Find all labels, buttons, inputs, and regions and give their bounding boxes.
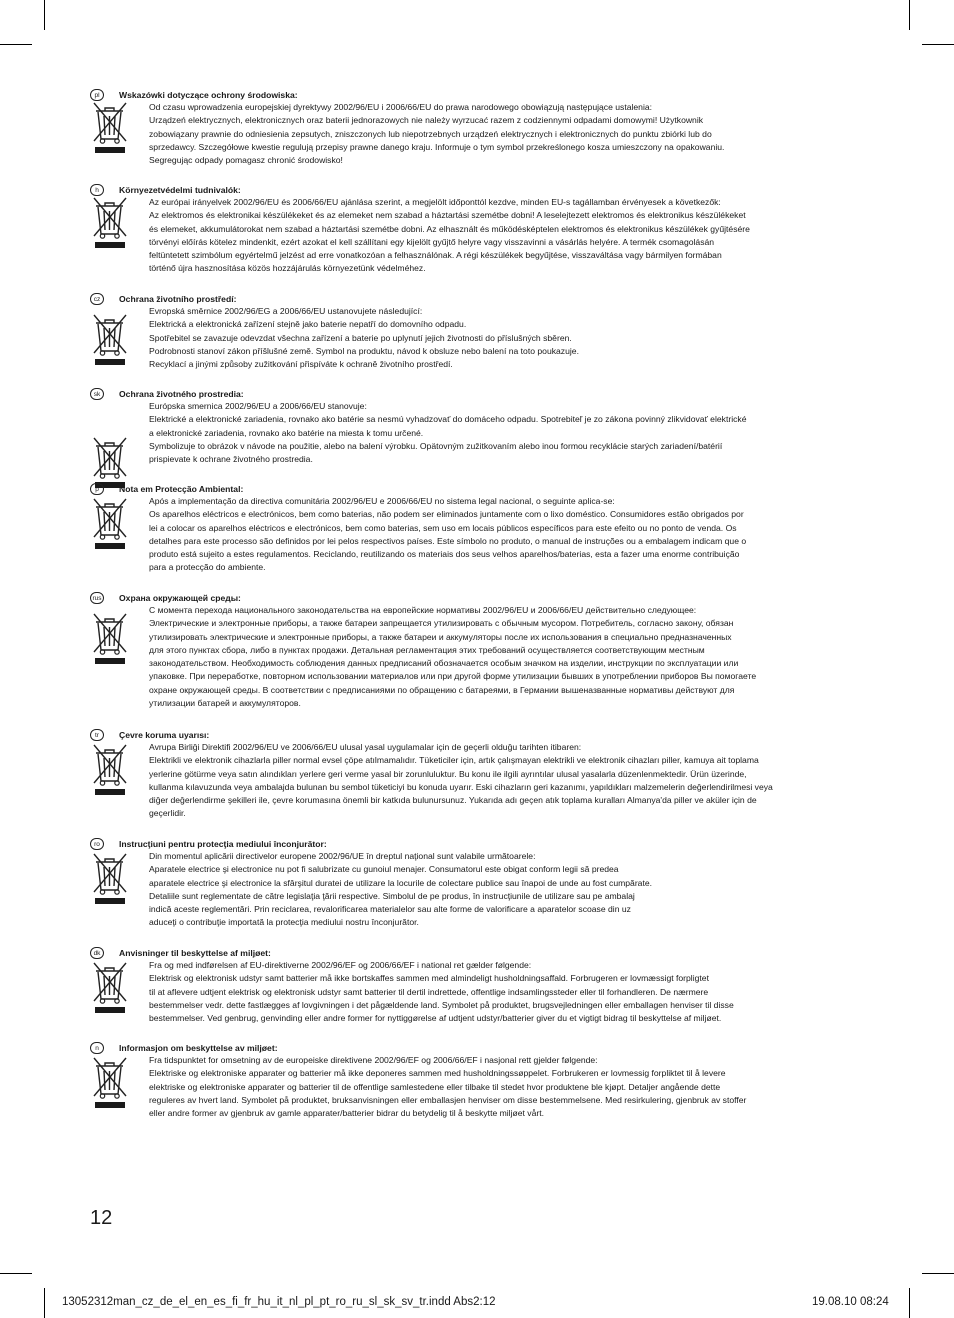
body-line: aparatele electrice şi electronice la sfârşitul duratei de utilizare la locurile de colectare publice sau înapoi de unde au fost cumpărate. — [149, 877, 653, 888]
section-body — [149, 850, 864, 930]
body-line: eller andre former av gjenbruk av gamle apparater/batterier bidrar du betydelig til å beskytte miljøet vårt. — [149, 1108, 545, 1119]
language-code-badge: rus — [90, 592, 104, 604]
body-line: Az európai irányelvek 2002/96/EU és 2006/66/EU ajánlása szerint, a megjelölt időponttól kezdve, minden EU-s tagállamban érvényesek a következők: — [149, 197, 721, 207]
page-number: 12 — [90, 1207, 113, 1229]
section-body — [149, 196, 864, 276]
section-body — [149, 741, 864, 821]
body-line: охране окружающей среды. В соответствии с предписаниями по обращению с батареями, в Германии вышеназванные нормативы действуют для — [149, 684, 735, 695]
body-line: Avrupa Birliği Direktifi 2002/96/EU ve 2006/66/EU ulusal yasal uygulamalar için de geçerli olduğu tarihten itibaren: — [149, 742, 582, 752]
body-line: prispievate k ochrane životného prostredia. — [149, 454, 313, 465]
crossed-out-wheelie-bin-icon — [92, 436, 128, 488]
body-line: indică aceste reglementări. Prin reciclarea, revalorificarea materialelor sau alte forme de valorificare a aparatelor scoase din uz — [149, 904, 631, 915]
body-line: Elektriske og elektroniske apparater og batterier må ikke deponeres sammen med husholdningssøppelet. Forbrukeren er lovmessig forpliktet til å levere — [149, 1068, 726, 1079]
body-line: törvényi előírás kötelez mindenkit, ezért azokat el kell szállítani egy kijelölt gyűjtő helyre vagy visszavinni a vásárlás helyére. A termék csomagolásán — [149, 236, 715, 247]
body-line: történő újra hasznosítása közös hozzájárulás környezetünk védelméhez. — [149, 263, 426, 274]
body-line: aduceţi o contribuţie importată la protecţia mediului nostru înconjurător. — [149, 917, 419, 928]
body-line: Os aparelhos eléctricos e electrónicos, bem como baterias, não podem ser eliminados juntamente com o lixo doméstico. Consumidores estão obrigados por — [149, 509, 744, 520]
body-line: til at aflevere udtjent elektrisk og elektronisk udstyr samt batterier til dertil indrettede, offentlige indsamlingssteder eller til forhandleren. De nærmere — [149, 986, 709, 997]
crossed-out-wheelie-bin-icon — [92, 612, 128, 664]
body-line: утилизировать электрические и электронные приборы, а также батареи и аккумуляторы после их использования в специально предназначенных — [149, 631, 732, 642]
body-line: для этого пунктах сбора, либо в пунктах продажи. Детальная регламентация этих требований осуществляется соответствующим местным — [149, 644, 705, 655]
body-line: reguleres av hvert land. Symbolet på produktet, bruksanvisningen eller emballasjen henviser om disse bestemmelsene. Med resirkulering, gjenbruk av stoffer — [149, 1094, 747, 1105]
crossed-out-wheelie-bin-icon — [92, 852, 128, 904]
body-line: lei a colocar os aparelhos eléctricos e electrónicos, bem como baterias, sem uso em locais públicos específicos para este efeito ou no ponto de venda. Os — [149, 522, 737, 533]
body-line: sprzedawcy. Szczegółowe kwestie regulują przepisy prawne danego kraju. Informuje o tym symbol przekreślonego kosza umieszczony na opakowaniu. — [149, 141, 725, 152]
body-line: Após a implementação da directiva comunitária 2002/96/EU e 2006/66/EU no sistema legal nacional, o seguinte aplica-se: — [149, 496, 615, 506]
body-line: kullanma kılavuzunda veya ambalajda bulunan bu sembol tüketiciyi bu konuda uyarır. Eski cihazların geri kazanımı, yapıldıkları malzemelerin değerlendirilmesi veya — [149, 781, 773, 792]
body-line: feltüntetett szimbólum egyértelmű jelzést ad erre vonatkozóan a felhasználónak. A régi készülékek begyűjtése, visszaváltása vagy bármilyen formában — [149, 250, 722, 261]
section-title: Informasjon om beskyttelse av miljøet: — [119, 1043, 278, 1053]
section-title: Wskazówki dotyczące ochrony środowiska: — [119, 90, 298, 100]
language-code-badge: h — [90, 184, 104, 196]
body-line: Podrobnosti stanoví zákon příšlušné země. Symbol na produktu, návod k obsluze nebo balení na toto poukazuje. — [149, 345, 579, 356]
crop-mark-top-right-vertical — [909, 0, 910, 30]
crossed-out-wheelie-bin-icon — [92, 961, 128, 1013]
language-code-badge: sk — [90, 388, 104, 400]
body-line: Az elektromos és elektronikai készülékeket és az elemeket nem szabad a háztartási szemétbe dobni! A leselejtezett elektromos és elektronikus készülékeket — [149, 210, 746, 221]
language-code-badge: ro — [90, 838, 104, 850]
section-body — [149, 604, 864, 710]
body-line: Din momentul aplicării directivelor europene 2002/96/UE în dreptul naţional sunt valabile următoarele: — [149, 851, 536, 861]
section-title: Nota em Protecção Ambiental: — [119, 484, 244, 494]
language-code-badge: cz — [90, 293, 104, 305]
body-line: С момента перехода национального законодательства на европейские нормативы 2002/96/EU и 2006/66/EU действительно следующее: — [149, 605, 697, 615]
body-line: a elektronické zariadenia, rovnako ako batérie na miesta k tomu určené. — [149, 427, 424, 438]
footer-datetime: 19.08.10 08:24 — [812, 1296, 889, 1308]
body-line: Evropská směrnice 2002/96/EG a 2006/66/EU ustanovujete následující: — [149, 306, 423, 316]
body-line: zobowiązany prawnie do odniesienia zepsutych, zniszczonych lub niepotrzebnych urządzeń elektrycznych i elektronicznych do punktu zbiórki lub do — [149, 128, 712, 139]
body-line: diğer değerlendirme şekilleri ile, çevre korumasına önemli bir katkıda bulunursunuz. Yukarıda adı geçen atık toplama kuralları Almanya'da piller ve aküler için de — [149, 795, 757, 806]
crossed-out-wheelie-bin-icon — [92, 743, 128, 795]
section-body — [149, 495, 864, 575]
crop-mark-top-left-vertical — [44, 0, 45, 30]
body-line: geçerlidir. — [149, 808, 186, 819]
body-line: elektriske og elektroniske apparater og batterier til de offentlige samlestedene eller tilbake til stedet hvor produktene ble kjøpt. Detaljer angående dette — [149, 1081, 721, 1092]
body-line: Recyklací a jinými způsoby zužitkování přispíváte k ochraně životního prostředí. — [149, 359, 453, 370]
body-line: Электрические и электронные приборы, а также батареи запрещается утилизировать с обычным мусором. Потребитель, согласно закону, обязан — [149, 618, 734, 629]
body-line: Aparatele electrice şi electronice nu pot fi salubrizate cu gunoiul menajer. Consumatorul este obigat conform legii să predea — [149, 864, 619, 875]
body-line: para a protecção do ambiente. — [149, 562, 266, 573]
body-line: detalhes para este processo são definidos por lei pelos respectivos países. Este símbolo no produto, o manual de instruções ou a embalagem indicam que o — [149, 535, 747, 546]
language-code-badge: p — [90, 483, 104, 495]
section-title: Ochrana životního prostředí: — [119, 294, 237, 304]
crossed-out-wheelie-bin-icon — [92, 101, 128, 153]
crop-mark-bottom-right-vertical — [909, 1288, 910, 1318]
body-line: Detaliile sunt reglementate de către legislaţia ţării respective. Simbolul de pe produs, în instrucţiunile de utilizare sau pe ambalaj — [149, 890, 635, 901]
body-line: Elektrická a elektronická zařízení stejně jako baterie nepatří do domovního odpadu. — [149, 319, 467, 330]
section-title: Ochrana životného prostredia: — [119, 389, 244, 399]
body-line: Fra tidspunktet for omsetning av de europeiske direktivene 2002/96/EF og 2006/66/EF i nasjonal rett gjelder følgende: — [149, 1055, 598, 1065]
section-body — [149, 400, 864, 466]
body-line: Európska smernica 2002/96/EU a 2006/66/EU stanovuje: — [149, 401, 367, 411]
body-line: упаковке. При переработке, повторном использовании материалов или при другой форме утилизации бывших в употреблении приборов Вы помогаете — [149, 671, 757, 682]
language-code-badge: pl — [90, 89, 104, 101]
language-code-badge: dk — [90, 947, 104, 959]
body-line: Elektrisk og elektronisk udstyr samt batterier må ikke bortskaffes sammen med almindeligt husholdningsaffald. Forbrugeren er lovmæssigt forpligtet — [149, 973, 709, 984]
section-body — [149, 1054, 864, 1120]
crop-mark-bottom-left-horizontal — [0, 1273, 32, 1274]
body-line: Elektrikli ve elektronik cihazlarla piller normal evsel çöpe atılmamalıdır. Tüketiciler için, artık çalışmayan elektrikli ve elektronik cihazları piller, kamuya ait toplama — [149, 755, 759, 766]
body-line: Fra og med indførelsen af EU-direktiverne 2002/96/EF og 2006/66/EF i national ret gælder følgende: — [149, 960, 532, 970]
language-code-badge: tr — [90, 729, 104, 741]
crossed-out-wheelie-bin-icon — [92, 196, 128, 248]
body-line: Segregując odpady pomagasz chronić środowisko! — [149, 155, 343, 166]
crop-mark-bottom-left-vertical — [44, 1288, 45, 1318]
body-line: Spotřebitel se zavazuje odevzdat všechna zařízení a baterie po uplynutí jejich životnosti do příslušných sběren. — [149, 332, 572, 343]
body-line: Elektrické a elektronické zariadenia, rovnako ako batérie sa nesmú vyhadzovať do domáceho odpadu. Spotrebiteľ je zo zákona povinný zlikvidovať elektrické — [149, 414, 747, 425]
body-line: утилизации батарей и аккумуляторов. — [149, 698, 301, 709]
section-title: Çevre koruma uyarısı: — [119, 730, 210, 740]
crossed-out-wheelie-bin-icon — [92, 497, 128, 549]
body-line: bestemmelser vedr. dette fastlægges af lovgivningen i det pågældende land. Symbolet på produktet, brugsvejledningen eller emballagen henviser til disse — [149, 999, 734, 1010]
crossed-out-wheelie-bin-icon — [92, 1056, 128, 1108]
body-line: Symbolizuje to obrázok v návode na použitie, alebo na balení výrobku. Opätovným zužitkovaním alebo inou formou recyklácie starých zariadení/batérií — [149, 440, 723, 451]
body-line: yerlerine götürme veya satın alındıkları yerlere geri verme yasal bir zorunluluktur. Bu konu ile ilgili ayrıntılar ulusal yasalarla düzenlenmektedir. Ürün üzerinde, — [149, 768, 747, 779]
footer-filename: 13052312man_cz_de_el_en_es_fi_fr_hu_it_nl_pl_pt_ro_ru_sl_sk_sv_tr.indd Abs2:12 — [62, 1296, 496, 1308]
body-line: és elemeket, akkumulátorokat nem szabad a háztartási szemétbe dobni. Az elhasznált és működésképtelen elektromos és elektronikus készülékek gyűjtésére — [149, 223, 750, 234]
crossed-out-wheelie-bin-icon — [92, 313, 128, 365]
section-title: Környezetvédelmi tudnivalók: — [119, 185, 241, 195]
section-body — [149, 305, 864, 371]
section-title: Охрана окружающей среды: — [119, 593, 241, 603]
section-body — [149, 101, 864, 167]
body-line: Od czasu wprowadzenia europejskiej dyrektywy 2002/96/EU i 2006/66/EU do prawa narodowego obowiązują następujące ustalenia: — [149, 102, 653, 112]
crop-mark-top-right-horizontal — [922, 44, 954, 45]
body-line: produto está sujeito a estes regulamentos. Reciclando, reutilizando os materiais dos seus velhos aparelhos/baterias, esta a fazer uma enorme contribuição — [149, 549, 740, 560]
crop-mark-top-left-horizontal — [0, 44, 32, 45]
section-body — [149, 959, 864, 1025]
section-title: Anvisninger til beskyttelse af miljøet: — [119, 948, 271, 958]
language-code-badge: n — [90, 1042, 104, 1054]
body-line: bestemmelser. Ved genbrug, genvinding eller andre former for nyttiggørelse af udtjent udstyr/batterier giver du et vigtigt bidrag til beskyttelse af miljøet. — [149, 1013, 722, 1024]
body-line: законодательством. Необходимость соблюдения данных предписаний обозначается особым значком на изделии, инструкции по эксплуатации или — [149, 658, 739, 669]
body-line: Urządzeń elektrycznych, elektronicznych oraz baterii jednorazowych nie należy wyrzucać razem z codziennymi odpadami domowymi! Użytkownik — [149, 115, 704, 126]
crop-mark-bottom-right-horizontal — [922, 1273, 954, 1274]
section-title: Instrucţiuni pentru protecţia mediului înconjurător: — [119, 839, 327, 849]
